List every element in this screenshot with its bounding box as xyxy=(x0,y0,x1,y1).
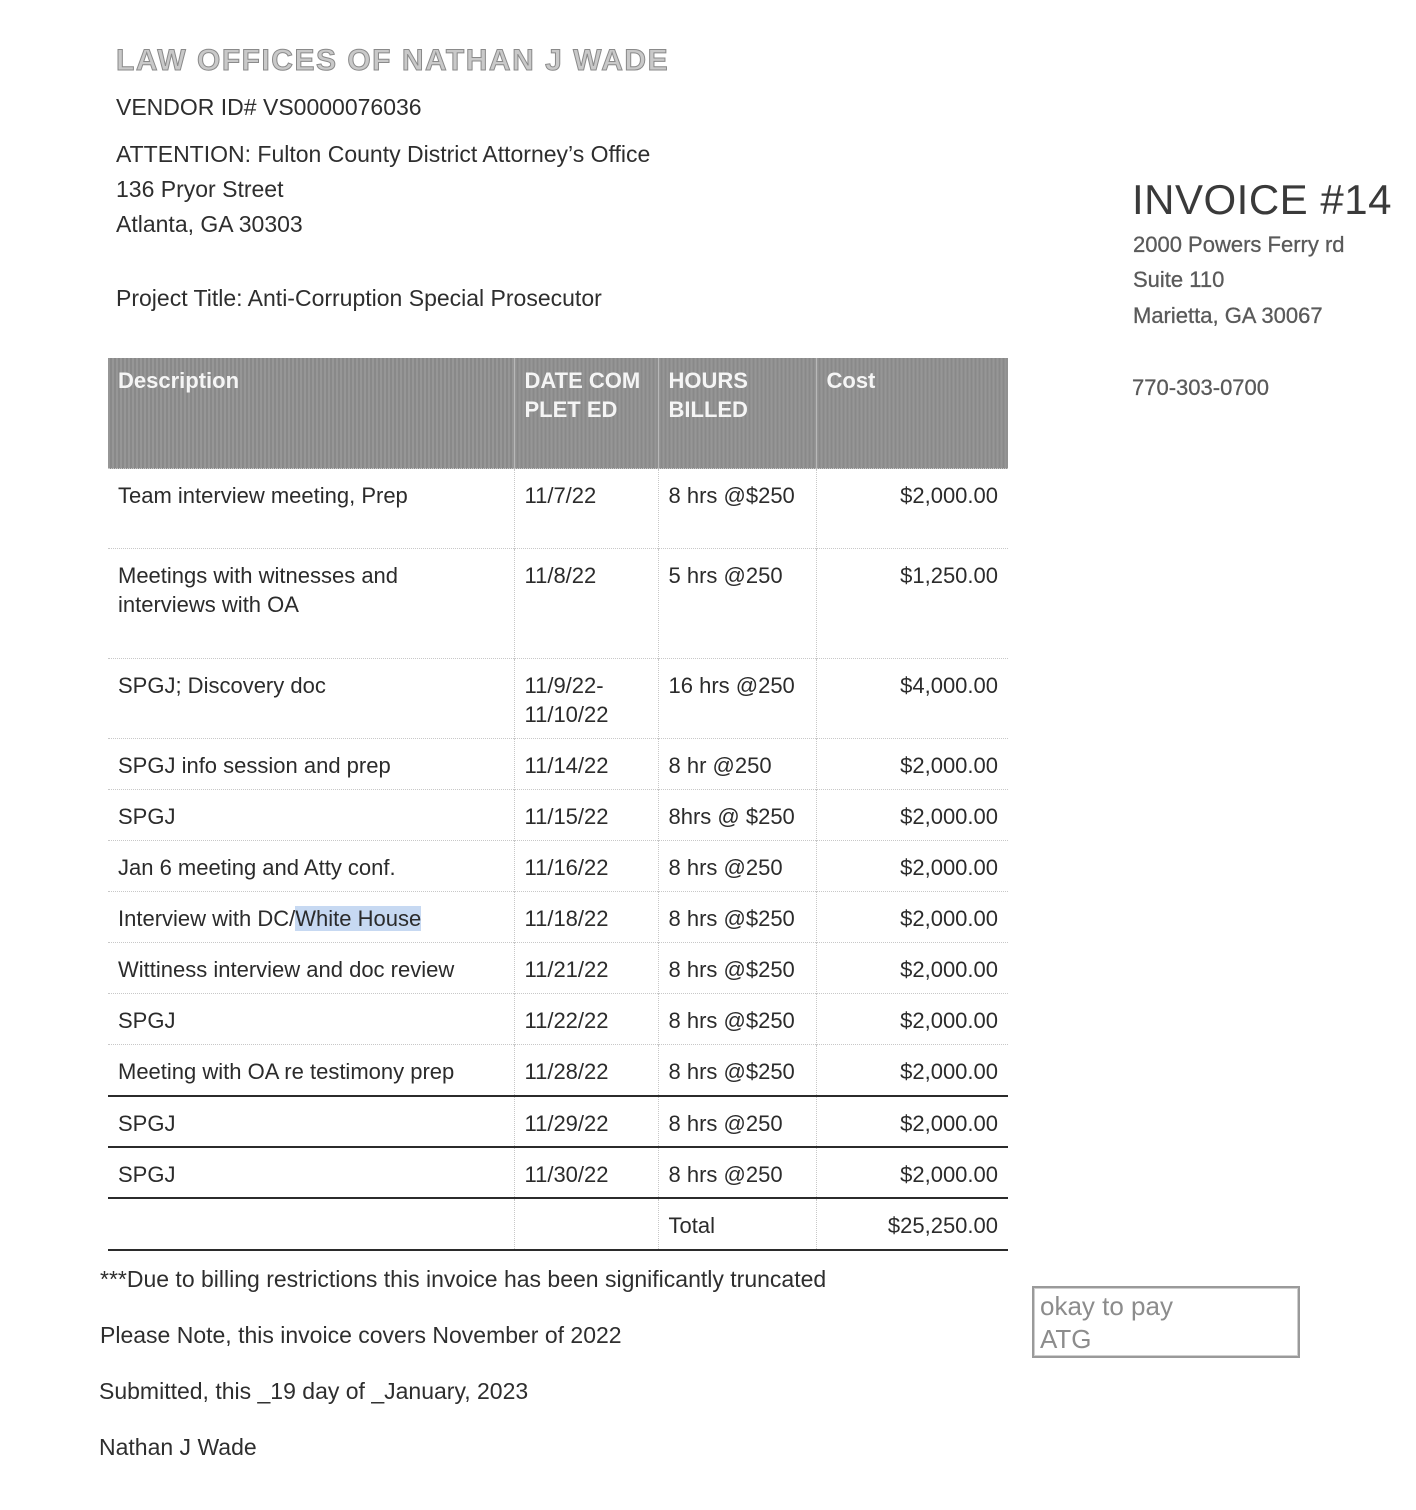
header-hours-billed: HOURS BILLED xyxy=(658,358,816,469)
total-value: $25,250.00 xyxy=(816,1198,1008,1250)
table-row xyxy=(108,943,1008,994)
row-hours: 8hrs @ $250 xyxy=(658,790,816,841)
coverage-note: Please Note, this invoice covers November of 2022 xyxy=(100,1322,622,1348)
submitted-line: Submitted, this _19 day of _January, 2023 xyxy=(99,1378,529,1404)
row-date: 11/29/22 xyxy=(514,1096,658,1147)
recipient-address-line1: 136 Pryor Street xyxy=(116,176,284,202)
row-description: SPGJ xyxy=(108,994,514,1045)
table-row xyxy=(108,892,1008,943)
row-cost: $4,000.00 xyxy=(816,659,1008,739)
row-description: Team interview meeting, Prep xyxy=(108,469,514,549)
row-cost: $2,000.00 xyxy=(816,739,1008,790)
highlighted-text: White House xyxy=(295,906,422,931)
row-hours: 8 hrs @$250 xyxy=(658,469,816,549)
billing-table xyxy=(108,358,1008,1251)
table-row xyxy=(108,994,1008,1045)
row-description: SPGJ info session and prep xyxy=(108,739,514,790)
row-description: Meeting with OA re testimony prep xyxy=(108,1045,514,1096)
row-description xyxy=(108,892,514,943)
total-label: Total xyxy=(658,1198,816,1250)
recipient-address-line2: Atlanta, GA 30303 xyxy=(116,211,303,237)
row-date: 11/18/22 xyxy=(514,892,658,943)
invoice-title: INVOICE #14 xyxy=(1132,176,1392,223)
row-cost: $2,000.00 xyxy=(816,1147,1008,1198)
row-date: 11/22/22 xyxy=(514,994,658,1045)
row-description: SPGJ xyxy=(108,790,514,841)
row-date: 11/21/22 xyxy=(514,943,658,994)
project-title: Project Title: Anti-Corruption Special Prosecutor xyxy=(116,285,602,311)
row-hours: 5 hrs @250 xyxy=(658,549,816,659)
row-cost: $2,000.00 xyxy=(816,469,1008,549)
row-date: 11/28/22 xyxy=(514,1045,658,1096)
table-row xyxy=(108,790,1008,841)
vendor-id: VENDOR ID# VS0000076036 xyxy=(116,94,422,120)
row-hours: 8 hr @250 xyxy=(658,739,816,790)
row-hours: 8 hrs @$250 xyxy=(658,943,816,994)
firm-phone: 770-303-0700 xyxy=(1132,375,1270,400)
attention-line: ATTENTION: Fulton County District Attorney’s Office xyxy=(116,141,651,167)
signature: Nathan J Wade xyxy=(99,1434,257,1460)
row-cost: $2,000.00 xyxy=(816,1096,1008,1147)
row-hours: 8 hrs @$250 xyxy=(658,994,816,1045)
row-hours: 8 hrs @$250 xyxy=(658,1045,816,1096)
row-cost: $2,000.00 xyxy=(816,943,1008,994)
table-header-row xyxy=(108,358,1008,469)
row-description-prefix: Interview with DC/ xyxy=(118,906,296,931)
row-date: 11/8/22 xyxy=(514,549,658,659)
header-cost: Cost xyxy=(816,358,1008,469)
row-cost: $1,250.00 xyxy=(816,549,1008,659)
header-date-completed: DATE COMPLET ED xyxy=(514,358,658,469)
row-description: Wittiness interview and doc review xyxy=(108,943,514,994)
table-row xyxy=(108,549,1008,659)
table-row xyxy=(108,1096,1008,1147)
row-date: 11/16/22 xyxy=(514,841,658,892)
table-row xyxy=(108,1045,1008,1096)
table-row xyxy=(108,469,1008,549)
row-description: SPGJ xyxy=(108,1147,514,1198)
firm-address-line1: 2000 Powers Ferry rd xyxy=(1133,232,1345,257)
row-date: 11/9/22- 11/10/22 xyxy=(514,659,658,739)
row-description: SPGJ xyxy=(108,1096,514,1147)
approval-stamp xyxy=(1032,1286,1300,1358)
firm-address-line2: Suite 110 xyxy=(1133,267,1225,292)
table-row xyxy=(108,841,1008,892)
stamp-line2: ATG xyxy=(1040,1324,1092,1354)
table-row xyxy=(108,659,1008,739)
table-row xyxy=(108,1147,1008,1198)
row-cost: $2,000.00 xyxy=(816,841,1008,892)
row-date: 11/15/22 xyxy=(514,790,658,841)
firm-name: LAW OFFICES OF NATHAN J WADE xyxy=(116,44,670,77)
truncation-note: ***Due to billing restrictions this invoice has been significantly truncated xyxy=(100,1266,827,1292)
row-cost: $2,000.00 xyxy=(816,892,1008,943)
stamp-line1: okay to pay xyxy=(1040,1291,1173,1321)
total-empty-cell xyxy=(514,1198,658,1250)
row-hours: 8 hrs @$250 xyxy=(658,892,816,943)
row-description: SPGJ; Discovery doc xyxy=(108,659,514,739)
row-cost: $2,000.00 xyxy=(816,1045,1008,1096)
total-empty-cell xyxy=(108,1198,514,1250)
row-hours: 8 hrs @250 xyxy=(658,841,816,892)
row-cost: $2,000.00 xyxy=(816,790,1008,841)
row-hours: 16 hrs @250 xyxy=(658,659,816,739)
row-description: Jan 6 meeting and Atty conf. xyxy=(108,841,514,892)
row-cost: $2,000.00 xyxy=(816,994,1008,1045)
row-date: 11/7/22 xyxy=(514,469,658,549)
table-row xyxy=(108,739,1008,790)
row-date: 11/30/22 xyxy=(514,1147,658,1198)
total-row xyxy=(108,1198,1008,1250)
firm-address-line3: Marietta, GA 30067 xyxy=(1133,303,1323,328)
row-date: 11/14/22 xyxy=(514,739,658,790)
row-description: Meetings with witnesses and interviews with OA xyxy=(108,549,514,659)
row-hours: 8 hrs @250 xyxy=(658,1096,816,1147)
header-description: Description xyxy=(108,358,514,469)
row-hours: 8 hrs @250 xyxy=(658,1147,816,1198)
